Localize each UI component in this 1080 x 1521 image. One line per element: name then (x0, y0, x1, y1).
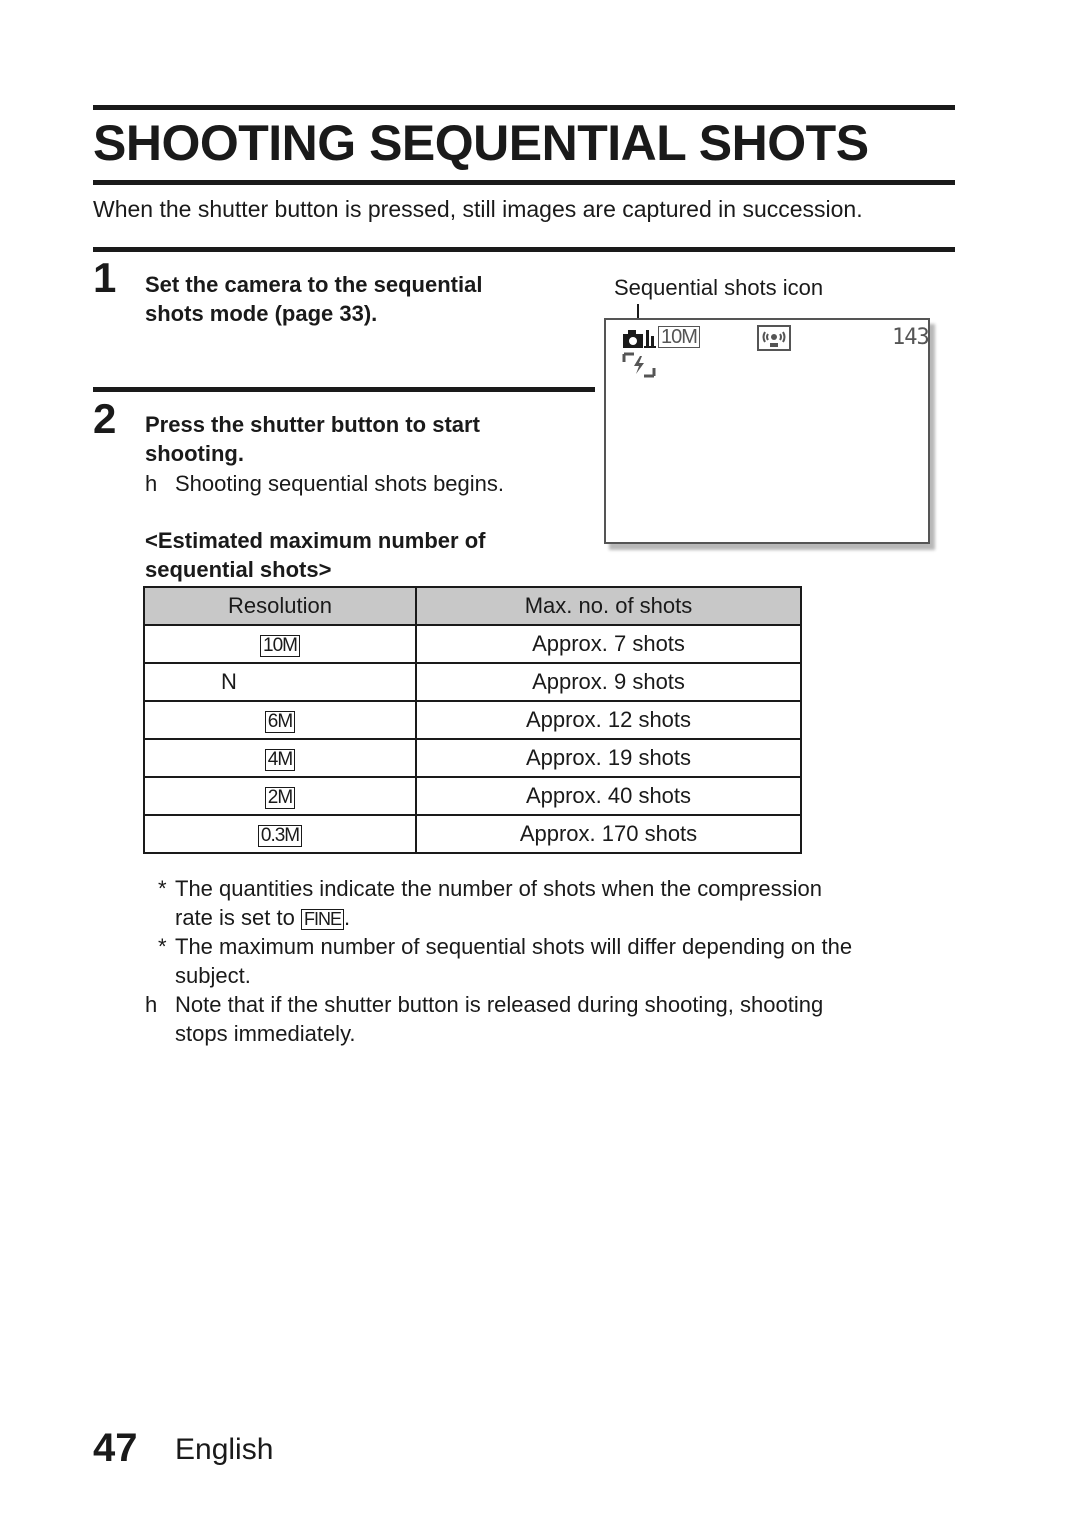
shots-cell: Approx. 12 shots (416, 701, 801, 739)
intro-text: When the shutter button is pressed, still images are captured in succession. (93, 196, 863, 222)
table-row (144, 663, 801, 701)
resolution-10m-label: 10M (658, 326, 700, 348)
step2-heading (145, 410, 480, 468)
resolution-icon: 0.3M (258, 825, 302, 847)
table-header-max-shots: Max. no. of shots (416, 587, 801, 625)
resolution-icon: 4M (265, 749, 295, 771)
table-row (144, 815, 801, 853)
stabilizer-icon (757, 325, 791, 355)
note3-line1: Note that if the shutter button is released during shooting, shooting (175, 992, 824, 1017)
table-row (144, 701, 801, 739)
step2-heading-line1: Press the shutter button to start (145, 412, 480, 437)
note1-mark: * (158, 876, 167, 901)
step2-rule (93, 387, 595, 392)
resolution-cell (144, 625, 416, 663)
step1-rule (93, 247, 955, 252)
shots-cell: Approx. 40 shots (416, 777, 801, 815)
note2-mark: * (158, 934, 167, 959)
step2-bullet-mark: h (145, 471, 158, 496)
table-heading (145, 526, 485, 584)
step2-number: 2 (93, 395, 117, 442)
resolution-cell (144, 701, 416, 739)
page-number: 47 (93, 1426, 138, 1470)
table-row (144, 739, 801, 777)
resolution-cell (144, 815, 416, 853)
note1-line1: The quantities indicate the number of shots when the compression (175, 876, 822, 901)
resolution-cell (144, 777, 416, 815)
shots-cell: Approx. 170 shots (416, 815, 801, 853)
step2-bullet-text: Shooting sequential shots begins. (175, 471, 505, 496)
note3-mark: h (145, 992, 158, 1017)
table-header-row (144, 587, 801, 625)
flash-icon (622, 352, 656, 382)
step1-heading (145, 270, 482, 328)
table-row (144, 625, 801, 663)
resolution-cell (144, 739, 416, 777)
shots-remaining: 143 (892, 325, 929, 350)
step1-heading-line2: shots mode (page 33). (145, 301, 378, 326)
screen-caption: Sequential shots icon (614, 275, 824, 300)
note2-line1: The maximum number of sequential shots will differ depending on the (175, 934, 853, 959)
resolution-10m-icon (658, 326, 700, 348)
step1-heading-line1: Set the camera to the sequential (145, 272, 483, 297)
step2-heading-line2: shooting. (145, 441, 244, 466)
resolution-icon: 6M (265, 711, 295, 733)
note3-line2: stops immediately. (175, 1021, 356, 1046)
shots-cell: Approx. 19 shots (416, 739, 801, 777)
title-bottom-rule (93, 180, 955, 185)
table-header-resolution: Resolution (144, 587, 416, 625)
resolution-cell: N (144, 663, 416, 701)
table-row (144, 777, 801, 815)
table-heading-line1: <Estimated maximum number of (145, 528, 486, 553)
camera-screen (604, 318, 930, 544)
note1-period: . (343, 905, 351, 930)
resolution-icon: 2M (265, 787, 295, 809)
table-heading-line2: sequential shots> (145, 557, 332, 582)
page-title: SHOOTING SEQUENTIAL SHOTS (93, 115, 869, 171)
shots-cell: Approx. 9 shots (416, 663, 801, 701)
note2-line2: subject. (175, 963, 251, 988)
resolution-icon: 10M (260, 635, 300, 657)
step1-number: 1 (93, 254, 117, 301)
note1-line2 (175, 903, 350, 932)
note1-line2-text: rate is set to (175, 905, 295, 930)
language-label: English (175, 1433, 274, 1466)
shots-cell: Approx. 7 shots (416, 625, 801, 663)
sequential-shots-table (143, 586, 802, 854)
title-top-rule (93, 105, 955, 110)
fine-quality-icon: FINE (301, 909, 344, 930)
sequential-shots-icon (622, 326, 656, 354)
